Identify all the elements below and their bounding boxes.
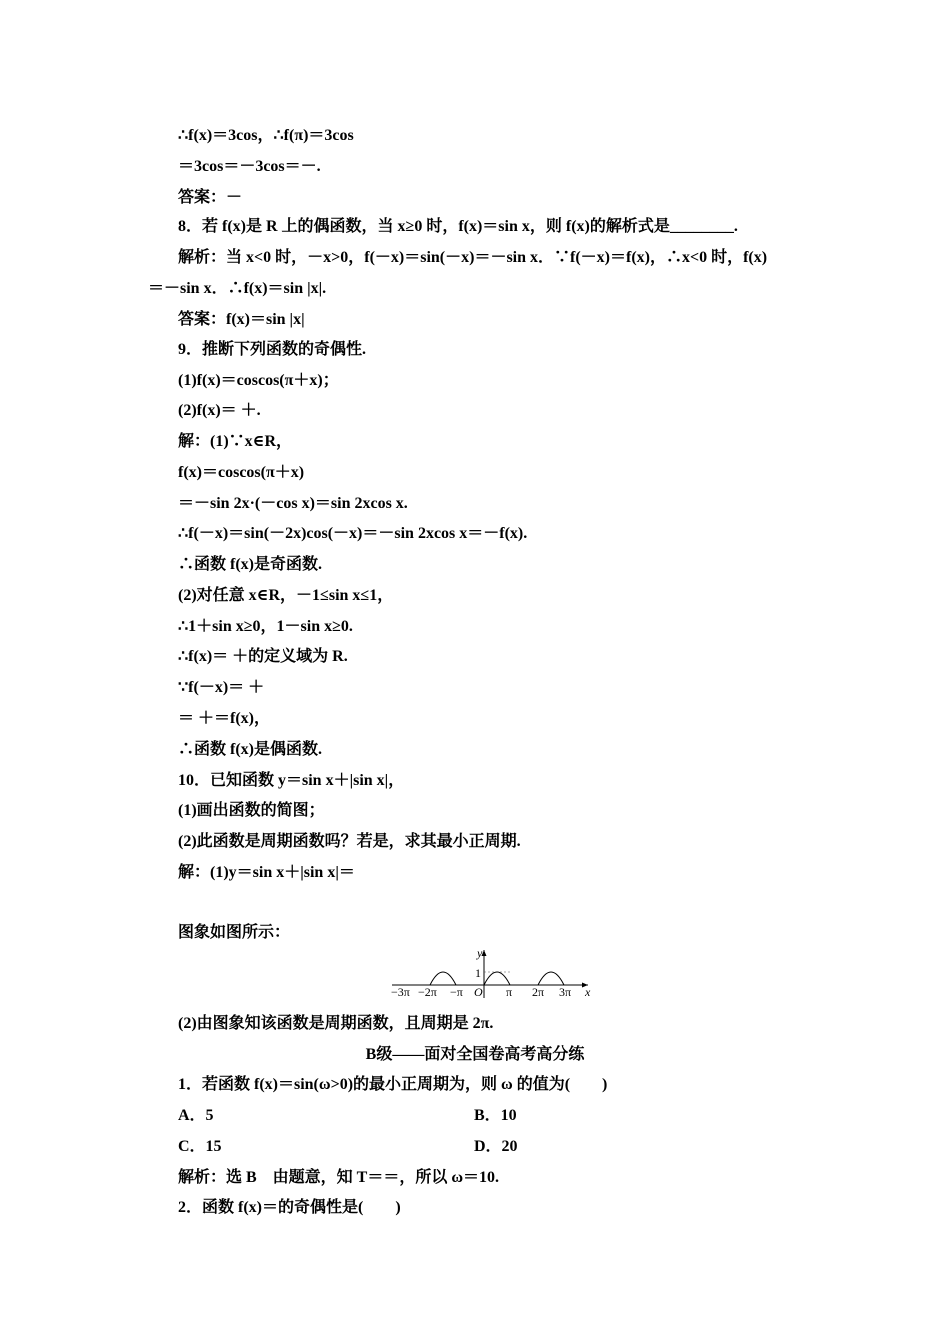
option-a: A．5 bbox=[178, 1107, 214, 1124]
text-line: 图象如图所示： bbox=[178, 924, 291, 941]
curve-arch bbox=[484, 972, 510, 985]
text-line: ∴f(x)＝ ＋的定义域为 R. bbox=[178, 648, 348, 665]
question-8: 8．若 f(x)是 R 上的偶函数，当 x≥0 时，f(x)＝sin x，则 f(x)的解析式是________. bbox=[178, 218, 738, 235]
text-line: (2)f(x)＝ ＋. bbox=[178, 402, 261, 419]
text-line: ＝ ＋＝f(x)， bbox=[178, 710, 270, 727]
answer-line: 答案：f(x)＝sin |x| bbox=[178, 311, 305, 328]
text-line: (2)此函数是周期函数吗？若是，求其最小正周期. bbox=[178, 833, 521, 850]
text-line: (2)对任意 x∈R，－1≤sin x≤1， bbox=[178, 587, 394, 604]
origin-label: O bbox=[474, 985, 483, 999]
text-line: (1)画出函数的简图； bbox=[178, 802, 325, 819]
y-tick-label: 1 bbox=[475, 966, 481, 980]
curve-arch bbox=[538, 972, 564, 985]
x-tick-label: 3π bbox=[559, 985, 572, 999]
solution-line: 解：(1)y＝sin x＋|sin x|＝ bbox=[178, 864, 355, 881]
analysis-line: 解析：选 B 由题意，知 T＝＝，所以 ω＝10. bbox=[178, 1169, 500, 1186]
x-tick-label: −π bbox=[450, 985, 463, 999]
y-axis-label: y bbox=[477, 946, 483, 960]
option-d: D．20 bbox=[474, 1138, 518, 1155]
question-2-stem: 2．函数 f(x)＝的奇偶性是( ) bbox=[178, 1199, 401, 1216]
text-line: ∴f(x)＝3cos，∴f(π)＝3cos bbox=[178, 127, 354, 144]
text-line: ＝－sin 2x·(－cos x)＝sin 2xcos x. bbox=[178, 495, 408, 512]
analysis-line: ＝－sin x．∴f(x)＝sin |x|. bbox=[148, 280, 327, 297]
option-b: B．10 bbox=[474, 1107, 517, 1124]
answer-line: 答案：－ bbox=[178, 189, 243, 206]
x-tick-label: π bbox=[506, 985, 513, 999]
text-line: ∵f(－x)＝ ＋ bbox=[178, 679, 265, 696]
sine-graph-figure bbox=[388, 944, 598, 1004]
text-line: ∴1＋sin x≥0，1－sin x≥0. bbox=[178, 618, 353, 635]
analysis-line: 解析：当 x<0 时，－x>0，f(－x)＝sin(－x)＝－sin x．∵f(－x)＝f(x)，∴x<0 时，f(x) bbox=[178, 249, 768, 266]
text-line: ∴函数 f(x)是偶函数. bbox=[178, 741, 322, 758]
x-axis-label: x bbox=[585, 985, 591, 999]
text-line: (2)由图象知该函数是周期函数，且周期是 2π. bbox=[178, 1015, 494, 1032]
text-line: f(x)＝coscos(π＋x) bbox=[178, 464, 305, 481]
section-heading: B级——面对全国卷高考高分练 bbox=[365, 1046, 585, 1063]
x-tick-label: −2π bbox=[418, 985, 437, 999]
text-line: ∴函数 f(x)是奇函数. bbox=[178, 556, 322, 573]
question-9: 9．推断下列函数的奇偶性. bbox=[178, 341, 367, 358]
text-line: (1)f(x)＝coscos(π＋x)； bbox=[178, 372, 339, 389]
x-tick-label: 2π bbox=[532, 985, 545, 999]
solution-line: 解：(1)∵x∈R， bbox=[178, 433, 293, 450]
question-10: 10．已知函数 y＝sin x＋|sin x|， bbox=[178, 772, 405, 789]
text-line: ＝3cos＝－3cos＝－. bbox=[178, 158, 321, 175]
text-line: ∴f(－x)＝sin(－2x)cos(－x)＝－sin 2xcos x＝－f(x). bbox=[178, 525, 528, 542]
x-tick-label: −3π bbox=[391, 985, 410, 999]
curve-arch bbox=[430, 972, 456, 985]
question-1-stem: 1．若函数 f(x)＝sin(ω>0)的最小正周期为，则 ω 的值为( ) bbox=[178, 1076, 608, 1093]
option-c: C．15 bbox=[178, 1138, 222, 1155]
